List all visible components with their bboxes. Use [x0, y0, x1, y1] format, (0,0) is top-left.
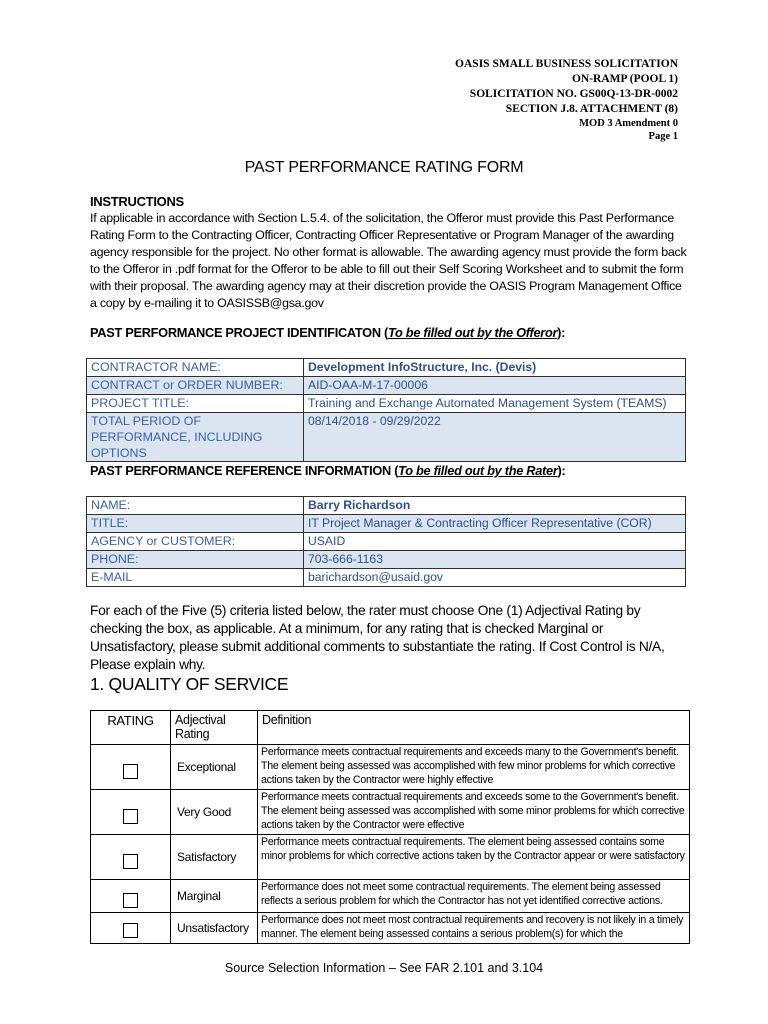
contractor-name-value[interactable]: Development InfoStructure, Inc. (Devis)	[304, 359, 686, 377]
very-good-checkbox[interactable]	[123, 809, 138, 824]
rating-definition: Performance does not meet some contractual requirements. The element being assessed reflects a serious problem for which the Contractor has not yet identified corrective actions.	[258, 880, 690, 913]
header-solicitation-number: SOLICITATION NO. GS00Q-13-DR-0002	[469, 88, 678, 100]
table-row	[91, 790, 690, 835]
period-label: TOTAL PERIOD OF PERFORMANCE, INCLUDING OPTIONS	[87, 413, 304, 462]
contractor-name-label: CONTRACTOR NAME:	[87, 359, 304, 377]
exceptional-checkbox[interactable]	[123, 764, 138, 779]
satisfactory-checkbox[interactable]	[123, 854, 138, 869]
rating-definition: Performance meets contractual requirements. The element being assessed contains some minor problems for which corrective actions taken by the Contractor appear or were satisfactory	[258, 835, 690, 880]
agency-value[interactable]: USAID	[304, 533, 686, 551]
rating-label: Very Good	[171, 790, 258, 835]
contract-number-value[interactable]: AID-OAA-M-17-00006	[304, 377, 686, 395]
table-row	[87, 551, 686, 569]
table-row	[91, 913, 690, 944]
rating-definition: Performance meets contractual requirements and exceeds some to the Government's benefit. The element being assessed was accomplished with some minor problems for which corrective actions taken by the Contractor were effective	[258, 790, 690, 835]
reference-section-heading: PAST PERFORMANCE REFERENCE INFORMATION (To be filled out by the Rater):	[90, 463, 566, 478]
header-section: SECTION J.8. ATTACHMENT (8)	[505, 103, 678, 115]
rater-title-label: TITLE:	[87, 515, 304, 533]
col-definition-header: Definition	[258, 711, 690, 745]
rater-name-value[interactable]: Barry Richardson	[304, 497, 686, 515]
unsatisfactory-checkbox[interactable]	[123, 923, 138, 938]
table-row	[87, 359, 686, 377]
table-row	[91, 880, 690, 913]
table-header-row	[91, 711, 690, 745]
project-section-heading-italic: To be filled out by the Offeror	[387, 325, 558, 340]
rating-cell	[91, 790, 171, 835]
table-row	[87, 413, 686, 462]
table-row	[87, 569, 686, 587]
rating-label: Satisfactory	[171, 835, 258, 880]
phone-label: PHONE:	[87, 551, 304, 569]
header-page: Page 1	[648, 131, 678, 142]
rating-label: Unsatisfactory	[171, 913, 258, 944]
rater-title-value[interactable]: IT Project Manager & Contracting Officer Representative (COR)	[304, 515, 686, 533]
phone-value[interactable]: 703-666-1163	[304, 551, 686, 569]
rater-name-label: NAME:	[87, 497, 304, 515]
document-header	[455, 57, 678, 143]
rating-definition: Performance meets contractual requirements and exceeds many to the Government's benefit. The element being assessed was accomplished with few minor problems for which corrective actions taken by the Contractor were highly effective	[258, 745, 690, 790]
project-identification-table	[86, 358, 686, 462]
instructions-heading: INSTRUCTIONS	[90, 194, 184, 209]
col-rating-header: RATING	[91, 711, 171, 745]
rating-cell	[91, 913, 171, 944]
project-title-label: PROJECT TITLE:	[87, 395, 304, 413]
project-section-heading: PAST PERFORMANCE PROJECT IDENTIFICATON (To be filled out by the Offeror):	[90, 325, 566, 340]
header-pool: ON-RAMP (POOL 1)	[571, 73, 678, 85]
rating-label: Exceptional	[171, 745, 258, 790]
quality-rating-table	[90, 710, 690, 944]
period-value[interactable]: 08/14/2018 - 09/29/2022	[304, 413, 686, 462]
table-row	[87, 497, 686, 515]
rating-cell	[91, 835, 171, 880]
instructions-body: If applicable in accordance with Section L.5.4. of the solicitation, the Offeror must provide this Past Performance Rating Form to the Contracting Officer, Contracting Officer Representative or Program Manager of the awarding agency responsible for the project. No other format is allowable. The awarding agency must provide the form back to the Offeror in .pdf format for the Offeror to be able to fill out their Self Scoring Worksheet and to submit the form with their proposal. The awarding agency may at their discretion provide the OASIS Program Management Office a copy by e-mailing it to OASISSB@gsa.gov	[90, 211, 687, 310]
table-row	[87, 395, 686, 413]
reference-section-heading-italic: To be filled out by the Rater	[398, 463, 558, 478]
table-row	[91, 745, 690, 790]
table-row	[87, 533, 686, 551]
criteria-instructions: For each of the Five (5) criteria listed below, the rater must choose One (1) Adjectival Rating by checking the box, as applicable. At a minimum, for any rating that is checked Marginal or Unsatisfactory, please submit additional comments to substantiate the rating. If Cost Control is N/A, Please explain why.	[90, 603, 665, 672]
page-footer: Source Selection Information – See FAR 2.101 and 3.104	[224, 961, 544, 975]
page-title: PAST PERFORMANCE RATING FORM	[244, 159, 524, 176]
header-solicitation-name: OASIS SMALL BUSINESS SOLICITATION	[455, 58, 678, 70]
project-title-value[interactable]: Training and Exchange Automated Management System (TEAMS)	[304, 395, 686, 413]
agency-label: AGENCY or CUSTOMER:	[87, 533, 304, 551]
table-row	[87, 377, 686, 395]
email-value[interactable]: barichardson@usaid.gov	[304, 569, 686, 587]
email-label: E-MAIL	[87, 569, 304, 587]
contract-number-label: CONTRACT or ORDER NUMBER:	[87, 377, 304, 395]
marginal-checkbox[interactable]	[123, 893, 138, 908]
rating-cell	[91, 745, 171, 790]
rating-definition: Performance does not meet most contractual requirements and recovery is not likely in a timely manner. The element being assessed contains a serious problem(s) for which the	[258, 913, 690, 944]
table-row	[87, 515, 686, 533]
col-adjectival-header: Adjectival Rating	[171, 711, 258, 745]
table-row	[91, 835, 690, 880]
quality-of-service-heading: 1. QUALITY OF SERVICE	[90, 674, 289, 694]
reference-information-table	[86, 496, 686, 587]
rating-cell	[91, 880, 171, 913]
header-mod: MOD 3 Amendment 0	[579, 118, 678, 129]
rating-label: Marginal	[171, 880, 258, 913]
